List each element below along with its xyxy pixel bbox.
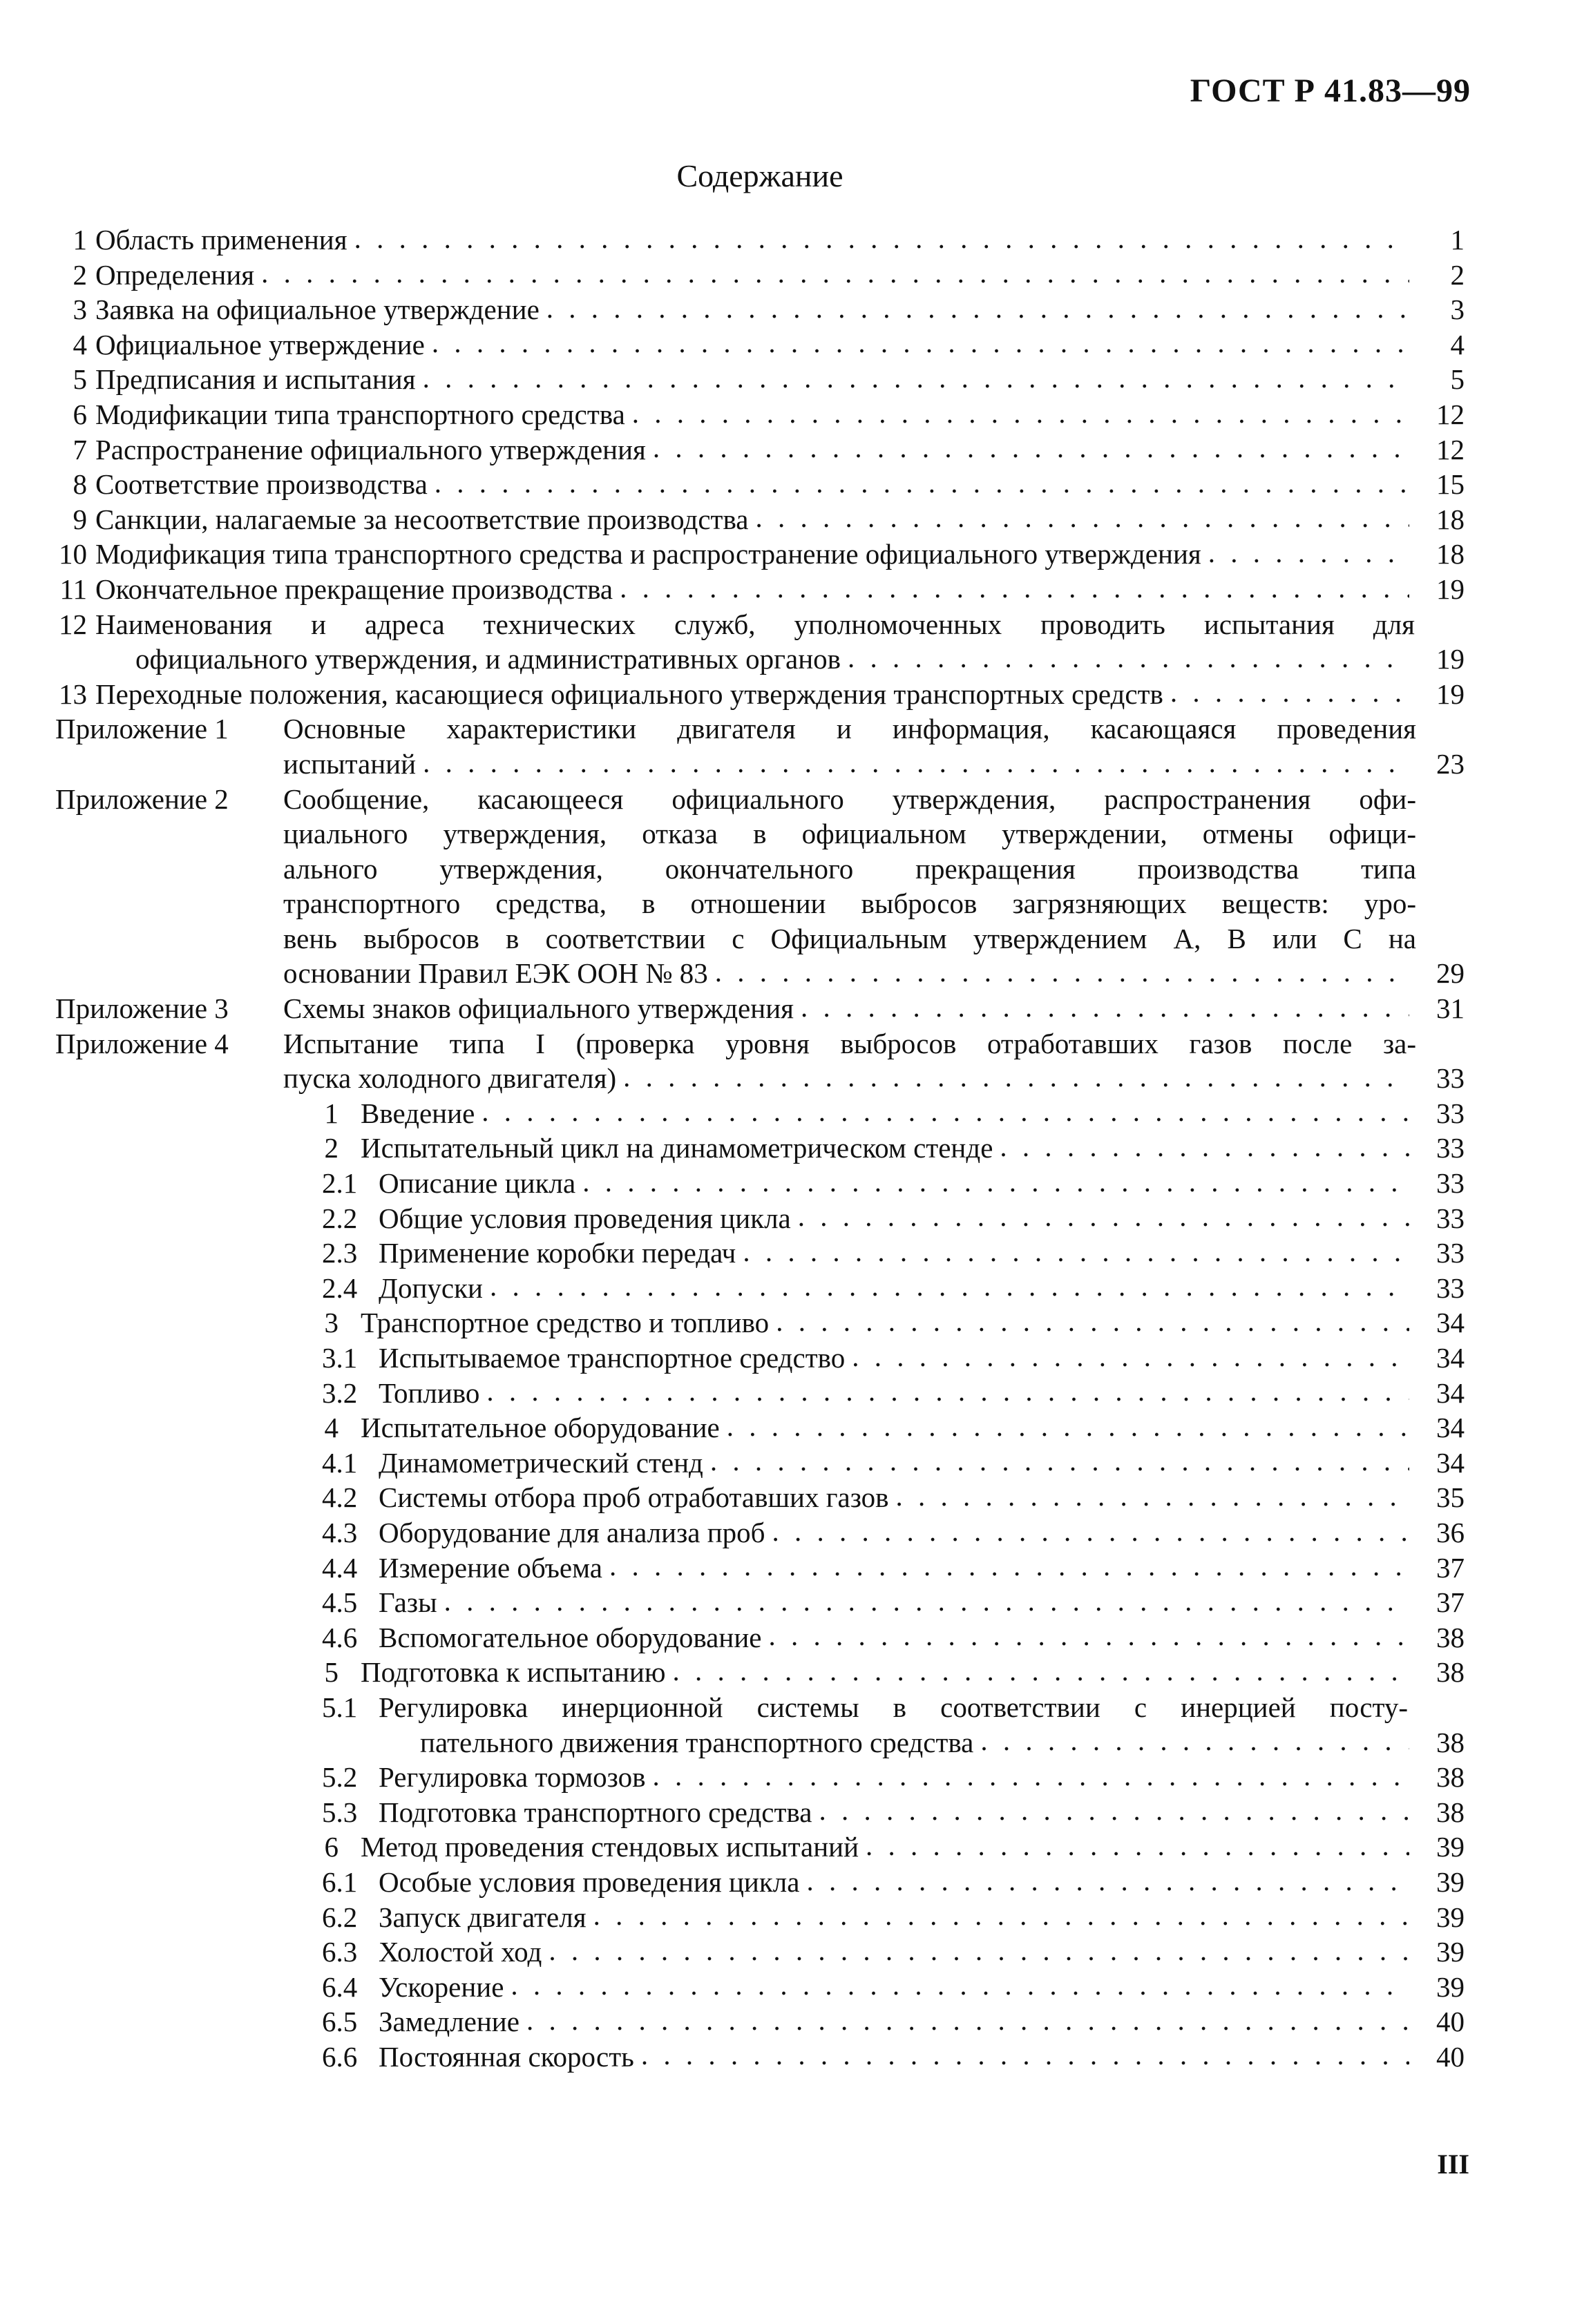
toc-entry[interactable] xyxy=(55,1690,1465,1725)
dot-leader xyxy=(806,1867,1409,1900)
dot-leader xyxy=(1170,678,1409,711)
toc-entry-page: 34 xyxy=(1436,1412,1465,1444)
toc-entry-number: 6.4 xyxy=(322,1970,358,2003)
toc-entry-page: 33 xyxy=(1436,1167,1465,1200)
toc-entry-title: циального утверждения, отказа в официальном утверждении, отмены офици- xyxy=(283,818,1416,850)
toc-entry-number: 2.1 xyxy=(322,1167,358,1200)
toc-entry-title: Схемы знаков официального утверждения xyxy=(283,992,794,1025)
dot-leader xyxy=(641,2041,1409,2074)
dot-leader xyxy=(1000,1133,1409,1166)
toc-entry-title: Постоянная скорость xyxy=(379,2040,634,2073)
toc-entry-number: 6.5 xyxy=(322,2006,358,2038)
toc-entry-title: Официальное утверждение xyxy=(95,328,425,361)
toc-entry-title: Замедление xyxy=(379,2006,519,2038)
dot-leader xyxy=(755,503,1409,537)
dot-leader xyxy=(623,1063,1409,1096)
toc-entry-number: Приложение 2 xyxy=(55,782,229,815)
toc-entry-page: 38 xyxy=(1436,1621,1465,1653)
dot-leader xyxy=(582,1168,1409,1201)
dot-leader xyxy=(848,644,1409,677)
toc-entry-title: Газы xyxy=(379,1586,437,1619)
toc-entry-title: Оборудование для анализа проб xyxy=(379,1516,765,1548)
toc-entry[interactable] xyxy=(55,1201,1465,1236)
toc-entry[interactable] xyxy=(55,1305,1465,1341)
toc-entry[interactable] xyxy=(55,258,1465,293)
toc-entry-page: 4 xyxy=(1450,328,1465,361)
toc-entry-number: 6.6 xyxy=(322,2040,358,2073)
toc-entry-number: 2 xyxy=(324,1132,339,1164)
toc-entry[interactable] xyxy=(55,1725,1465,1760)
toc-entry-title: Ускорение xyxy=(379,1970,504,2003)
toc-entry[interactable] xyxy=(55,1830,1465,1865)
dot-leader xyxy=(980,1727,1409,1760)
document-id: ГОСТ Р 41.83—99 xyxy=(1190,73,1471,109)
toc-entry[interactable] xyxy=(55,292,1465,327)
toc-entry-number: 6.2 xyxy=(322,1901,358,1933)
toc-entry-number: 5 xyxy=(324,1656,339,1689)
toc-entry-title: Соответствие производства xyxy=(95,468,428,501)
toc-entry-title: Измерение объема xyxy=(379,1551,602,1584)
toc-entry-title: Определения xyxy=(95,258,255,291)
dot-leader xyxy=(423,749,1409,782)
toc-entry[interactable] xyxy=(55,747,1465,782)
page-title: Содержание xyxy=(676,158,843,193)
dot-leader xyxy=(866,1832,1409,1865)
toc-entry-title: Переходные положения, касающиеся официального утверждения транспортных средств xyxy=(95,678,1163,710)
toc-entry-page: 38 xyxy=(1436,1761,1465,1794)
dot-leader xyxy=(896,1482,1409,1515)
toc-entry-number: 5.1 xyxy=(322,1691,358,1723)
dot-leader xyxy=(1208,539,1409,572)
dot-leader xyxy=(768,1622,1409,1655)
toc-entry-number: Приложение 4 xyxy=(55,1027,229,1059)
toc-entry-number: Приложение 1 xyxy=(55,713,229,745)
toc-entry-title: Транспортное средство и топливо xyxy=(361,1307,770,1339)
toc-entry-page: 5 xyxy=(1450,363,1465,396)
toc-entry-page: 2 xyxy=(1450,258,1465,291)
toc-entry-title: Метод проведения стендовых испытаний xyxy=(361,1831,859,1863)
toc-entry[interactable] xyxy=(55,537,1465,572)
toc-entry-page: 35 xyxy=(1436,1481,1465,1514)
toc-entry-title: пуска холодного двигателя) xyxy=(283,1062,617,1095)
toc-entry-page: 34 xyxy=(1436,1342,1465,1374)
toc-entry[interactable] xyxy=(55,711,1465,747)
dot-leader xyxy=(486,1377,1409,1410)
toc-entry-page: 33 xyxy=(1436,1202,1465,1234)
dot-leader xyxy=(772,1517,1409,1550)
toc-entry[interactable] xyxy=(55,1900,1465,1935)
toc-entry-title: Заявка на официальное утверждение xyxy=(95,294,540,326)
toc-entry-page: 19 xyxy=(1436,573,1465,605)
toc-entry-page: 40 xyxy=(1436,2040,1465,2073)
dot-leader xyxy=(653,434,1409,467)
toc-entry-title: Допуски xyxy=(379,1271,483,1304)
toc-entry-page: 33 xyxy=(1436,1132,1465,1164)
toc-entry-page: 39 xyxy=(1436,1831,1465,1863)
toc-entry-page: 34 xyxy=(1436,1446,1465,1479)
toc-entry[interactable] xyxy=(55,956,1465,991)
toc-entry-title: Испытательное оборудование xyxy=(361,1412,720,1444)
toc-entry-number: 4.3 xyxy=(322,1516,358,1548)
toc-entry[interactable] xyxy=(55,782,1465,817)
dot-leader xyxy=(632,399,1409,432)
dot-leader xyxy=(354,224,1409,258)
toc-entry-page: 1 xyxy=(1450,224,1465,256)
dot-leader xyxy=(511,1971,1409,2004)
toc-entry[interactable] xyxy=(55,1865,1465,1900)
toc-entry-title: Наименования и адреса технических служб, уполномоченных проводить испытания для xyxy=(95,608,1415,640)
toc-entry-title: Модификации типа транспортного средства xyxy=(95,398,625,430)
toc-entry-title: Окончательное прекращение производства xyxy=(95,573,613,605)
toc-entry[interactable] xyxy=(55,467,1465,502)
toc-entry-number: 3.1 xyxy=(322,1342,358,1374)
dot-leader xyxy=(435,469,1409,502)
toc-entry-page: 29 xyxy=(1436,957,1465,990)
toc-entry-page: 33 xyxy=(1436,1271,1465,1304)
dot-leader xyxy=(482,1097,1409,1131)
toc-entry[interactable] xyxy=(55,607,1465,642)
toc-entry[interactable] xyxy=(55,2004,1465,2039)
toc-entry-page: 38 xyxy=(1436,1656,1465,1689)
dot-leader xyxy=(776,1307,1409,1341)
toc-entry-number: 5.2 xyxy=(322,1761,358,1794)
toc-entry-title: Регулировка инерционной системы в соответствии с инерцией посту- xyxy=(379,1691,1408,1723)
toc-entry[interactable] xyxy=(55,1760,1465,1795)
toc-entry-title: Регулировка тормозов xyxy=(379,1761,646,1794)
toc-entry-page: 19 xyxy=(1436,643,1465,675)
toc-entry-title: Подготовка транспортного средства xyxy=(379,1796,812,1828)
toc-entry-title: Общие условия проведения цикла xyxy=(379,1202,791,1234)
toc-entry[interactable] xyxy=(55,816,1465,852)
toc-entry[interactable] xyxy=(55,1480,1465,1515)
toc-entry-title: Динамометрический стенд xyxy=(379,1446,703,1479)
toc-entry-number: 2 xyxy=(73,258,87,291)
toc-entry-number: 4 xyxy=(73,328,87,361)
toc-entry-number: 4.2 xyxy=(322,1481,358,1514)
toc-entry-title: Введение xyxy=(361,1097,475,1129)
toc-entry-number: 5 xyxy=(73,363,87,396)
toc-entry-page: 33 xyxy=(1436,1237,1465,1269)
toc-entry-title: Испытываемое транспортное средство xyxy=(379,1342,846,1374)
toc-entry-page: 12 xyxy=(1436,433,1465,465)
toc-entry[interactable] xyxy=(55,1655,1465,1690)
toc-entry-title: официального утверждения, и административных органов xyxy=(135,643,841,675)
toc-entry-number: 5.3 xyxy=(322,1796,358,1828)
toc-entry[interactable] xyxy=(55,677,1465,712)
toc-entry[interactable] xyxy=(55,1550,1465,1586)
toc-entry-number: 3 xyxy=(324,1307,339,1339)
toc-entry-title: Модификация типа транспортного средства и распространение официального утверждения xyxy=(95,538,1201,570)
toc-entry-title: Область применения xyxy=(95,224,347,256)
toc-entry-title: Испытание типа I (проверка уровня выбросов отработавших газов после за- xyxy=(283,1027,1416,1059)
toc-entry-number: 4.1 xyxy=(322,1446,358,1479)
toc-entry-number: 11 xyxy=(59,573,87,605)
toc-entry-number: 2.2 xyxy=(322,1202,358,1234)
toc-entry-number: 7 xyxy=(73,433,87,465)
toc-entry-number: 2.3 xyxy=(322,1237,358,1269)
toc-entry-number: 6 xyxy=(73,398,87,430)
toc-entry-title: Системы отбора проб отработавших газов xyxy=(379,1481,889,1514)
toc-entry-number: 10 xyxy=(59,538,87,570)
toc-entry-title: Топливо xyxy=(379,1376,480,1409)
dot-leader xyxy=(798,1202,1409,1236)
toc-entry-page: 19 xyxy=(1436,678,1465,710)
toc-entry[interactable] xyxy=(55,886,1465,921)
toc-entry-number: 4.6 xyxy=(322,1621,358,1653)
toc-entry[interactable] xyxy=(55,1970,1465,2005)
dot-leader xyxy=(653,1762,1410,1795)
toc-entry-title: основании Правил ЕЭК ООН № 83 xyxy=(283,957,708,990)
toc-entry-title: Основные характеристики двигателя и информация, касающаяся проведения xyxy=(283,713,1416,745)
toc-entry[interactable] xyxy=(55,1166,1465,1201)
dot-leader xyxy=(546,294,1409,327)
toc-entry-page: 37 xyxy=(1436,1586,1465,1619)
toc-entry-number: 8 xyxy=(73,468,87,501)
toc-entry[interactable] xyxy=(55,921,1465,957)
dot-leader xyxy=(423,364,1409,397)
toc-entry-page: 12 xyxy=(1436,398,1465,430)
toc-entry[interactable] xyxy=(55,397,1465,432)
toc-entry[interactable] xyxy=(55,1446,1465,1481)
toc-entry[interactable] xyxy=(55,2039,1465,2075)
toc-entry[interactable] xyxy=(55,222,1465,258)
toc-entry[interactable] xyxy=(55,1515,1465,1550)
toc-entry[interactable] xyxy=(55,1026,1465,1062)
toc-entry-number: 13 xyxy=(59,678,87,710)
dot-leader xyxy=(526,2006,1409,2039)
toc-entry-number: 1 xyxy=(324,1097,339,1129)
toc-entry-page: 38 xyxy=(1436,1796,1465,1828)
dot-leader xyxy=(549,1937,1409,1970)
toc-entry[interactable] xyxy=(55,1410,1465,1446)
dot-leader xyxy=(432,329,1409,362)
toc-entry-page: 39 xyxy=(1436,1901,1465,1933)
toc-entry[interactable] xyxy=(55,1236,1465,1271)
toc-entry[interactable] xyxy=(55,1341,1465,1376)
toc-entry-page: 34 xyxy=(1436,1376,1465,1409)
dot-leader xyxy=(727,1412,1409,1446)
toc-entry[interactable] xyxy=(55,432,1465,468)
dot-leader xyxy=(593,1901,1409,1934)
toc-entry-number: 4.5 xyxy=(322,1586,358,1619)
dot-leader xyxy=(444,1587,1409,1620)
dot-leader xyxy=(819,1796,1409,1830)
toc-entry-page: 3 xyxy=(1450,294,1465,326)
toc-entry-title: пательного движения транспортного средства xyxy=(420,1726,974,1758)
toc-entry-title: Испытательный цикл на динамометрическом стенде xyxy=(361,1132,993,1164)
toc-entry-page: 36 xyxy=(1436,1516,1465,1548)
dot-leader xyxy=(852,1343,1409,1376)
dot-leader xyxy=(743,1238,1409,1271)
toc-entry-number: 6.1 xyxy=(322,1865,358,1898)
toc-entry-title: Применение коробки передач xyxy=(379,1237,736,1269)
toc-entry-page: 15 xyxy=(1436,468,1465,501)
toc-entry-page: 40 xyxy=(1436,2006,1465,2038)
table-of-contents xyxy=(55,222,1465,2074)
toc-entry-number: 2.4 xyxy=(322,1271,358,1304)
dot-leader xyxy=(715,958,1409,991)
toc-entry-page: 33 xyxy=(1436,1062,1465,1095)
toc-entry-title: вень выбросов в соответствии с Официальным утверждением А, В или С на xyxy=(283,922,1416,954)
toc-entry-title: испытаний xyxy=(283,747,417,780)
toc-entry-number: 4 xyxy=(324,1412,339,1444)
toc-entry[interactable] xyxy=(55,502,1465,537)
toc-entry-number: 1 xyxy=(73,224,87,256)
toc-entry-title: ального утверждения, окончательного прекращения производства типа xyxy=(283,852,1416,885)
toc-entry-number: 9 xyxy=(73,503,87,535)
toc-entry[interactable] xyxy=(55,362,1465,397)
toc-entry[interactable] xyxy=(55,1620,1465,1655)
toc-entry[interactable] xyxy=(55,1096,1465,1131)
toc-entry[interactable] xyxy=(55,1131,1465,1166)
toc-entry[interactable] xyxy=(55,991,1465,1026)
toc-entry-title: Вспомогательное оборудование xyxy=(379,1621,762,1653)
toc-entry[interactable] xyxy=(55,1795,1465,1830)
toc-entry-number: Приложение 3 xyxy=(55,992,229,1025)
dot-leader xyxy=(672,1657,1409,1690)
toc-entry-number: 4.4 xyxy=(322,1551,358,1584)
toc-entry[interactable] xyxy=(55,327,1465,363)
toc-entry-title: Предписания и испытания xyxy=(95,363,416,396)
dot-leader xyxy=(490,1272,1409,1305)
toc-entry-title: транспортного средства, в отношении выбросов загрязняющих веществ: уро- xyxy=(283,887,1416,920)
toc-entry[interactable] xyxy=(55,1934,1465,1970)
toc-entry-number: 3 xyxy=(73,294,87,326)
toc-entry[interactable] xyxy=(55,852,1465,887)
page-number: III xyxy=(1437,2149,1469,2180)
toc-entry[interactable] xyxy=(55,1585,1465,1620)
toc-entry-page: 39 xyxy=(1436,1936,1465,1968)
toc-entry-title: Особые условия проведения цикла xyxy=(379,1865,800,1898)
toc-entry-page: 18 xyxy=(1436,538,1465,570)
toc-entry-title: Санкции, налагаемые за несоответствие производства xyxy=(95,503,749,535)
toc-entry-title: Запуск двигателя xyxy=(379,1901,587,1933)
toc-entry[interactable] xyxy=(55,1271,1465,1306)
toc-entry[interactable] xyxy=(55,572,1465,607)
toc-entry-number: 12 xyxy=(59,608,87,640)
toc-entry-title: Холостой ход xyxy=(379,1936,542,1968)
toc-entry[interactable] xyxy=(55,1061,1465,1096)
dot-leader xyxy=(261,259,1409,292)
toc-entry-page: 37 xyxy=(1436,1551,1465,1584)
toc-entry-title: Описание цикла xyxy=(379,1167,576,1200)
toc-entry-title: Распространение официального утверждения xyxy=(95,433,646,465)
toc-entry-page: 38 xyxy=(1436,1726,1465,1758)
toc-entry-page: 33 xyxy=(1436,1097,1465,1129)
toc-entry-title: Сообщение, касающееся официального утверждения, распространения офи- xyxy=(283,782,1416,815)
toc-entry-number: 6.3 xyxy=(322,1936,358,1968)
toc-entry-number: 6 xyxy=(324,1831,339,1863)
toc-entry-page: 39 xyxy=(1436,1970,1465,2003)
toc-entry-title: Подготовка к испытанию xyxy=(361,1656,666,1689)
dot-leader xyxy=(710,1447,1409,1480)
toc-entry-page: 34 xyxy=(1436,1307,1465,1339)
dot-leader xyxy=(609,1552,1409,1585)
dot-leader xyxy=(620,574,1409,607)
toc-entry-page: 23 xyxy=(1436,747,1465,780)
toc-entry-page: 31 xyxy=(1436,992,1465,1025)
toc-entry[interactable] xyxy=(55,642,1465,677)
toc-entry-page: 39 xyxy=(1436,1865,1465,1898)
dot-leader xyxy=(801,993,1409,1026)
toc-entry[interactable] xyxy=(55,1376,1465,1411)
toc-entry-number: 3.2 xyxy=(322,1376,358,1409)
toc-entry-page: 18 xyxy=(1436,503,1465,535)
